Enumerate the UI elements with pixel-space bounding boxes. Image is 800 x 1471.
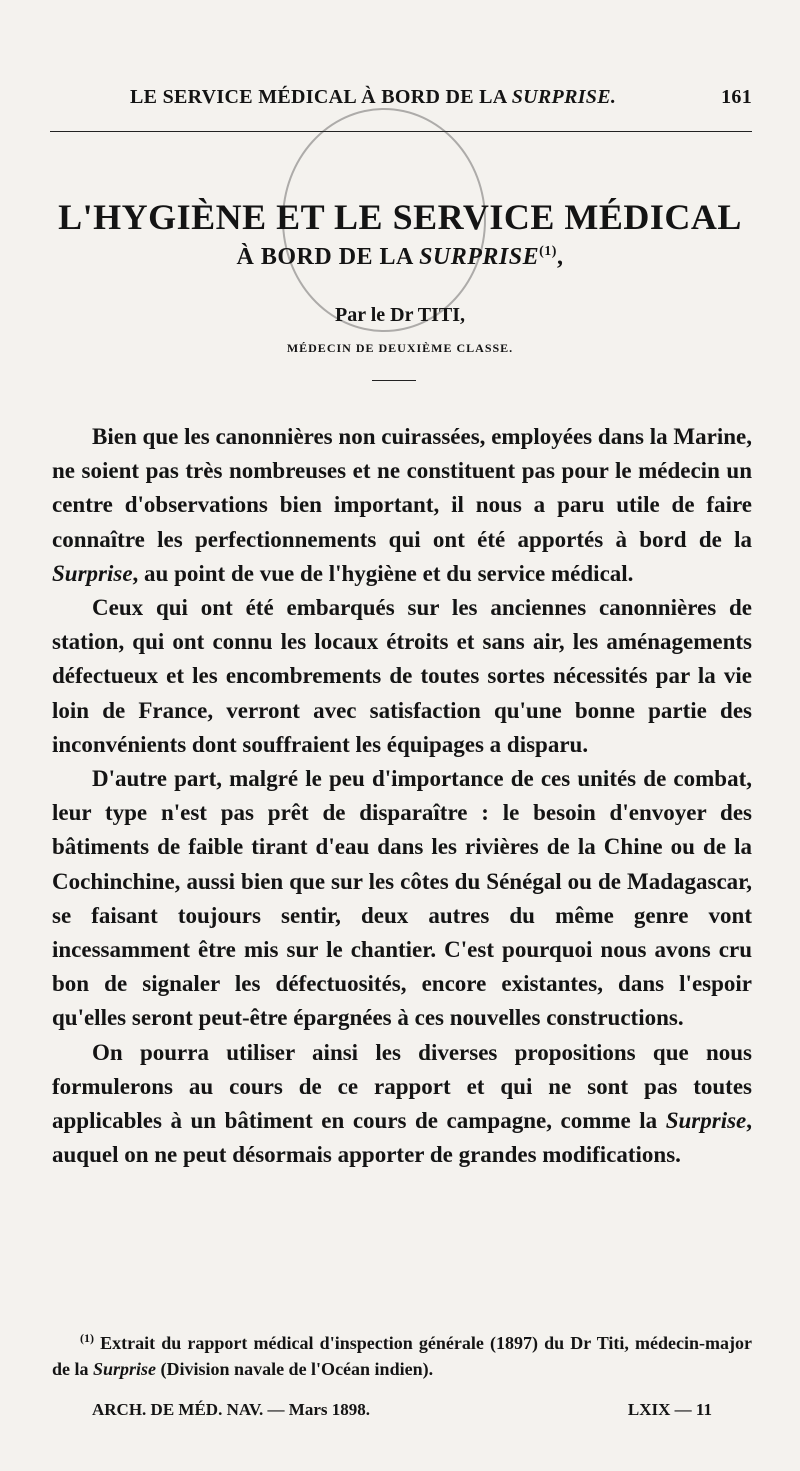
running-head <box>130 86 752 116</box>
body-text <box>52 420 752 1172</box>
title-divider <box>372 380 416 381</box>
paragraph: Bien que les canonnières non cuirassées, employées dans la Marine, ne soient pas très nombreuses et ne constituent pas pour le médecin un centre d'observations bien important, il nous a paru utile de faire connaître les perfectionnements qui ont été apportés à bord de la Surprise, au point de vue de l'hygiène et du service médical. <box>52 424 752 586</box>
page-number: 161 <box>721 86 752 108</box>
journal-citation: ARCH. DE MÉD. NAV. — Mars 1898. <box>92 1400 370 1419</box>
article-subtitle: À BORD DE LA SURPRISE$^{(1)}$, <box>236 244 564 270</box>
author-line: Par le Dr TITI, <box>334 304 465 326</box>
running-head-title: LE SERVICE MÉDICAL À BORD DE LA SURPRISE. <box>130 86 617 108</box>
volume-signature: LXIX — 11 <box>627 1400 712 1419</box>
paragraph: On pourra utiliser ainsi les diverses propositions que nous formulerons au cours de ce rapport et qui ne sont pas toutes applicables à un bâtiment en cours de campagne, comme la Surprise, auquel on ne peut désormais apporter de grandes modifications. <box>52 1039 752 1168</box>
footnote-ref: (1) <box>539 244 557 259</box>
footnote: $^{(1)}$ Extrait du rapport médical d'inspection générale (1897) du Dr Titi, médecin-major de la Surprise (Division navale de l'Océan indien). <box>52 1331 752 1379</box>
article-title: L'HYGIÈNE ET LE SERVICE MÉDICAL <box>58 197 742 237</box>
paragraph: D'autre part, malgré le peu d'importance de ces unités de combat, leur type n'est pas prêt de disparaître : le besoin d'envoyer des bâtiments de faible tirant d'eau dans les rivières de la Chine ou de la Cochinchine, aussi bien que sur les côtes du Sénégal ou de Madagascar, se faisant toujours sentir, deux autres du même genre vont incessamment être mis sur le chantier. C'est pourquoi nous avons cru bon de signaler les défectuosités, encore existantes, dans l'espoir qu'elles seront peut-être épargnées à ces nouvelles constructions. <box>52 766 752 1031</box>
paragraph: Ceux qui ont été embarqués sur les anciennes canonnières de station, qui ont connu les locaux étroits et sans air, les aménagements défectueux et les encombrements de toutes sortes nécessités par la vie loin de France, verront avec satisfaction qu'une bonne partie des inconvénients dont souffraient les équipages a disparu. <box>52 595 752 757</box>
page-footer <box>92 1400 712 1426</box>
author-role: MÉDECIN DE DEUXIÈME CLASSE. <box>286 341 514 355</box>
